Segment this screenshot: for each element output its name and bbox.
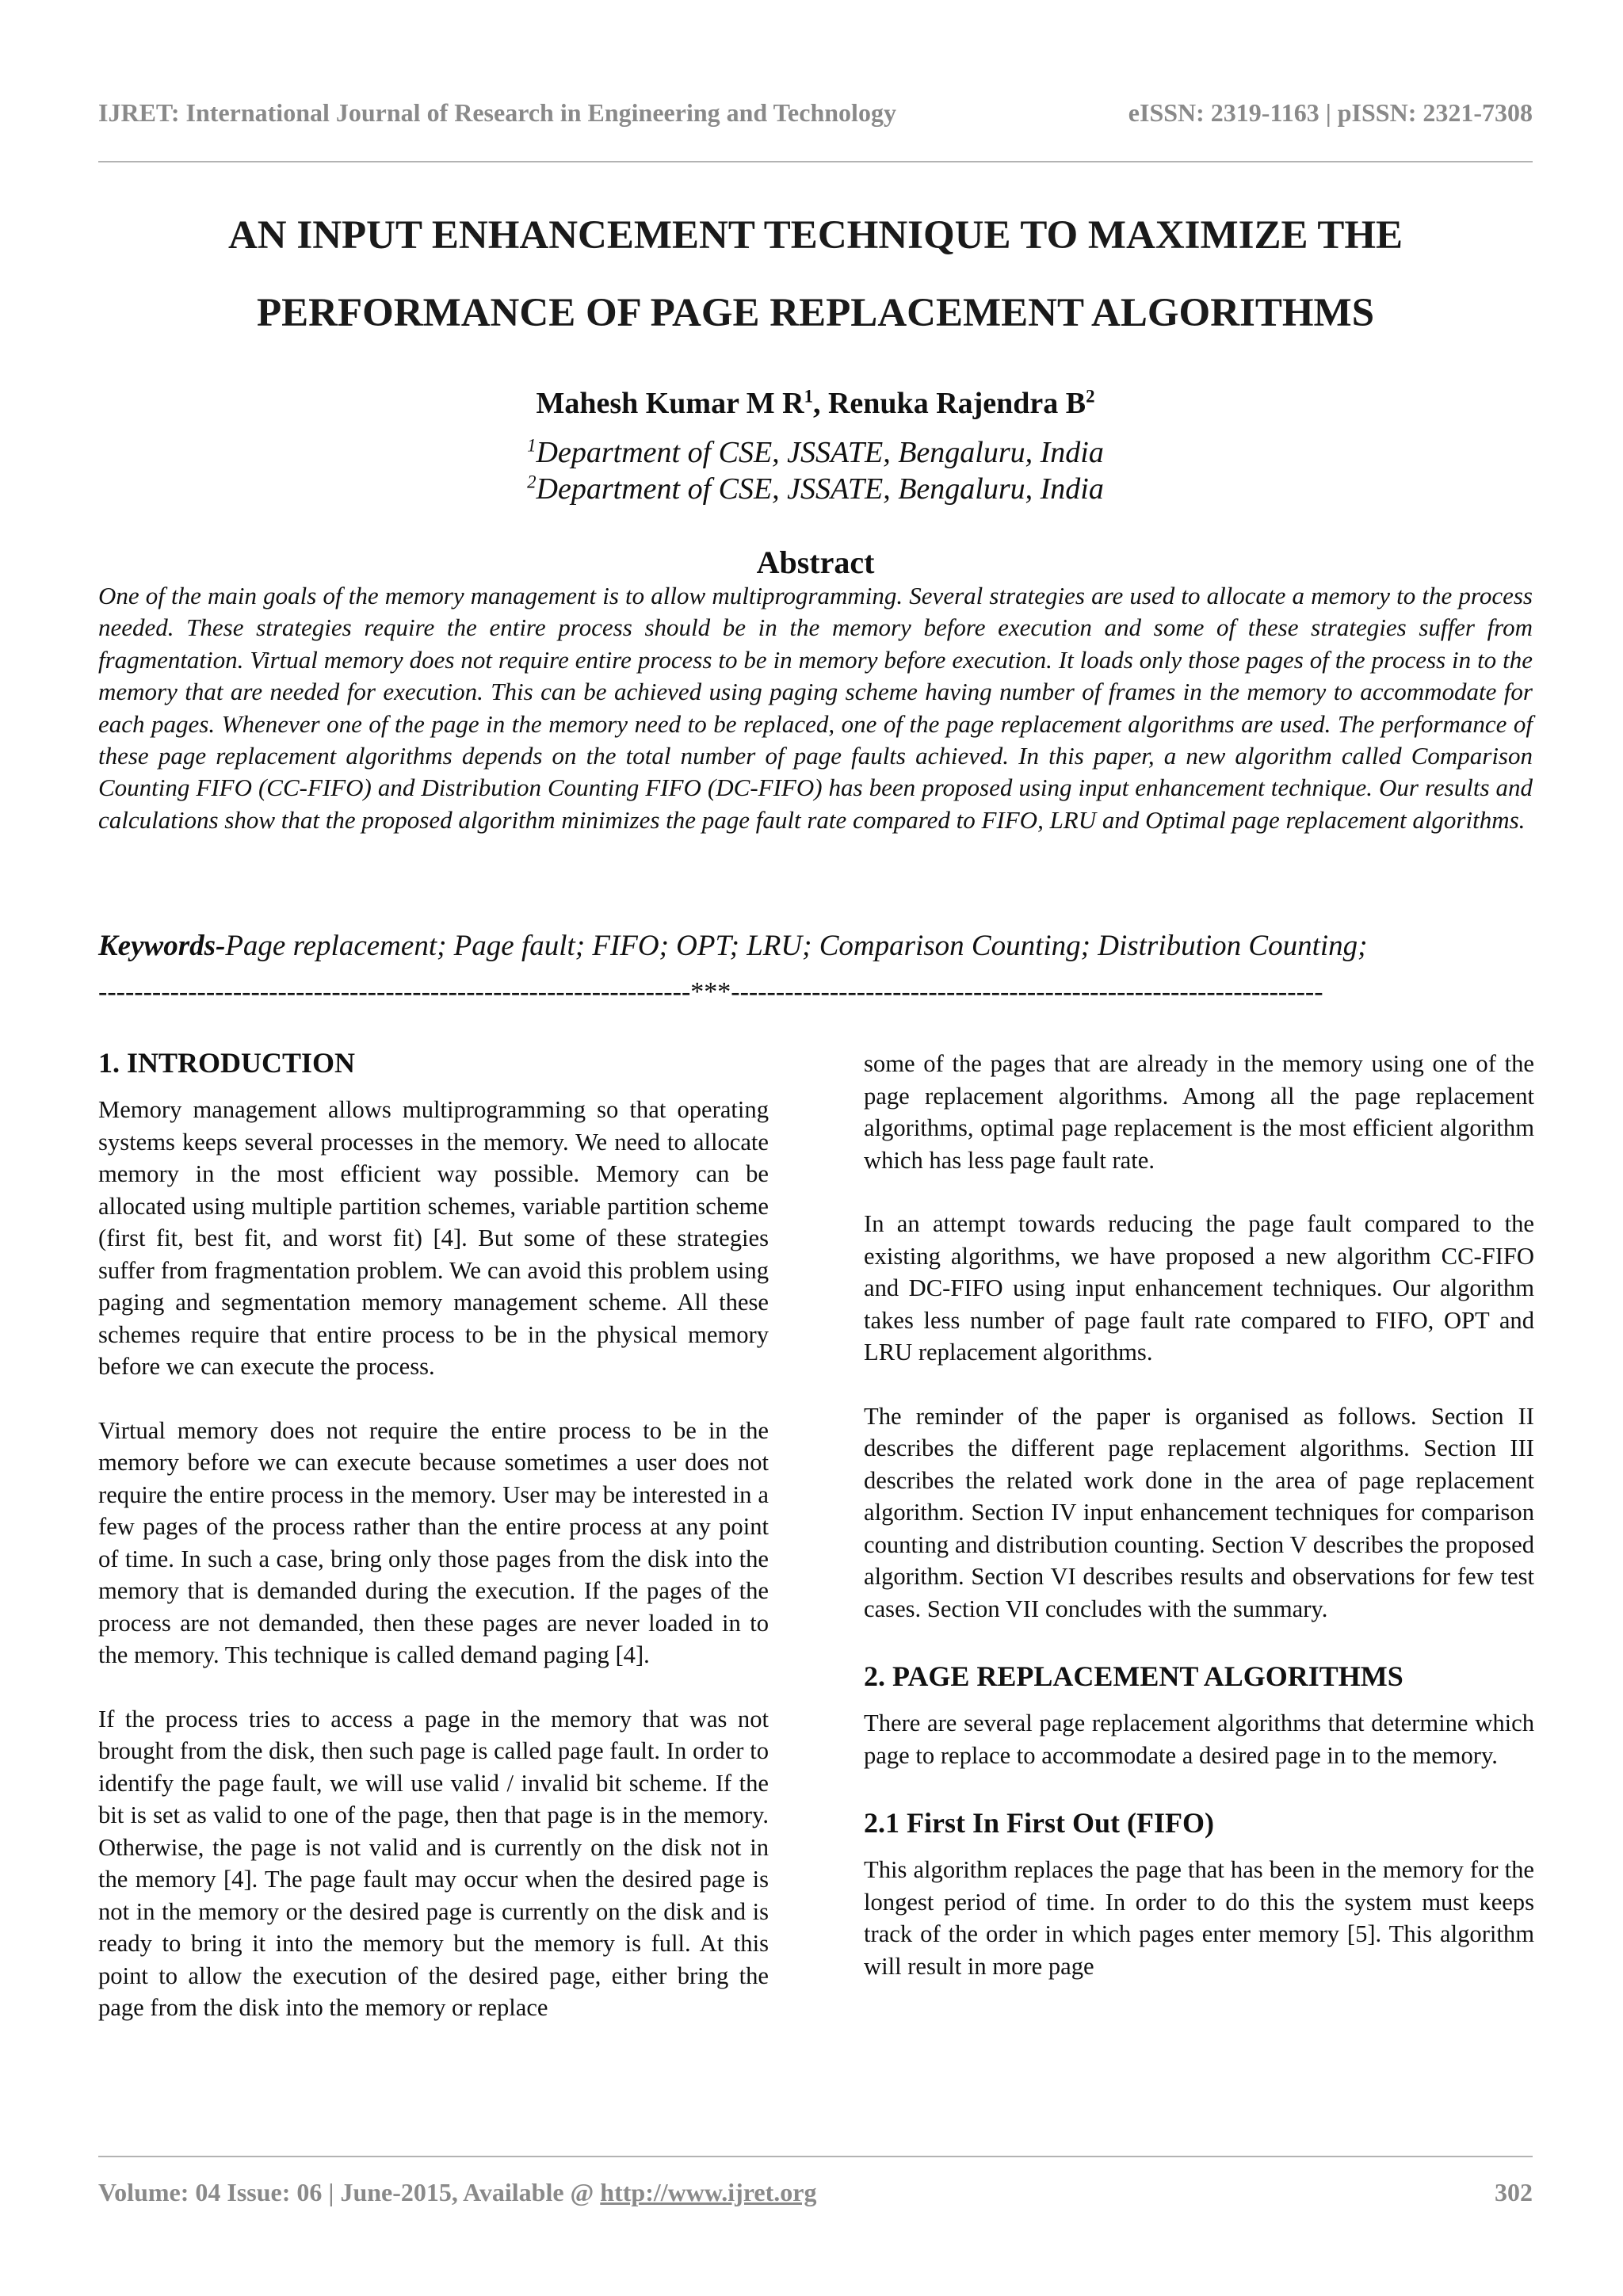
intro-paragraph-5: In an attempt towards reducing the page fault compared to the existing algorithms, we have proposed a new algorithm CC-FIFO and DC-FIFO using input enhancement techniques. Our algorithm takes less number of page fault rate compared to FIFO, OPT and LRU replacement algorithms. xyxy=(864,1210,1534,1366)
author-1: Mahesh Kumar M R xyxy=(536,387,804,420)
section-1-heading: 1. INTRODUCTION xyxy=(98,1047,356,1079)
journal-name: IJRET: International Journal of Research in Engineering and Technology xyxy=(98,98,896,127)
author-2: Renuka Rajendra B xyxy=(827,387,1086,420)
abstract-text: One of the main goals of the memory management is to allow multiprogramming. Several strategies are used to allocate a memory to the process needed. These strategies require the entire process should be in the memory before execution and some of these strategies suffer from fragmentation. Virtual memory does not require entire process to be in memory before execution. It loads only those pages of the process in to the memory that are needed for execution. This can be achieved using paging scheme having number of frames in the memory to accommodate for each pages. Whenever one of the page in the memory need to be replaced, one of the page replacement algorithms are used. The performance of these page replacement algorithms depends on the total number of page faults achieved. In this paper, a new algorithm called Comparison Counting FIFO (CC-FIFO) and Distribution Counting FIFO (DC-FIFO) has been proposed using input enhancement technique. Our results and calculations show that the proposed algorithm minimizes the page fault rate compared to FIFO, LRU and Optimal page replacement algorithms. xyxy=(98,582,1533,834)
affiliation-2 xyxy=(98,471,1533,507)
header-rule xyxy=(98,161,1533,162)
keywords xyxy=(98,927,1533,965)
issn: eISSN: 2319-1163 | pISSN: 2321-7308 xyxy=(1128,98,1533,127)
journal-link[interactable]: http://www.ijret.org xyxy=(600,2178,817,2206)
affiliations xyxy=(98,434,1533,507)
intro-paragraph-1: Memory management allows multiprogramming so that operating systems keeps several processes in the memory. We need to allocate memory in the most efficient way possible. Memory can be allocated using multiple partition schemes, variable partition scheme (first fit, best fit, and worst fit) [4]. But some of these strategies suffer from fragmentation problem. We can avoid this problem using paging and segmentation memory management scheme. All these schemes require that entire process to be in the physical memory before we can execute the process. xyxy=(98,1096,769,1380)
running-footer xyxy=(98,2178,1533,2207)
keywords-text: Page replacement; Page fault; FIFO; OPT; LRU; Comparison Counting; Distribution Counting; xyxy=(225,930,1368,962)
intro-paragraph-3: If the process tries to access a page in the memory that was not brought from the disk, then such page is called page fault. In order to identify the page fault, we will use valid / invalid bit scheme. If the bit is set as valid to one of the page, then that page is in the memory. Otherwise, the page is not valid and is currently on the disk not in the memory [4]. The page fault may occur when the desired page is not in the memory or the desired page is currently on the disk and is ready to bring it into the memory but the memory is full. At this point to allow the execution of the desired page, either bring the page from the disk into the memory or replace xyxy=(98,1705,769,2021)
section-2-paragraph: There are several page replacement algorithms that determine which page to replace to accommodate a desired page in to the memory. xyxy=(864,1710,1534,1769)
author-list xyxy=(98,384,1533,423)
intro-paragraph-6: The reminder of the paper is organised as follows. Section II describes the different page replacement algorithms. Section III describes the related work done in the area of page replacement algorithm. Section IV input enhancement techniques for comparison counting and distribution counting. Section V describes the proposed algorithm. Section VI describes results and observations for few test cases. Section VII concludes with the summary. xyxy=(864,1402,1534,1622)
section-2-1-heading: 2.1 First In First Out (FIFO) xyxy=(864,1807,1214,1839)
affiliation-2-text: Department of CSE, JSSATE, Bengaluru, India xyxy=(536,472,1104,506)
paper-title xyxy=(98,197,1533,352)
keywords-label: Keywords- xyxy=(98,930,226,962)
intro-paragraph-2: Virtual memory does not require the entire process to be in the memory before we can execute because sometimes a user does not require the entire process in the memory. User may be interested in a few pages of the process rather than the entire process at any point of time. In such a case, bring only those pages from the disk into the memory that is demanded during the execution. If the pages of the process are not demanded, then these pages are never loaded in to the memory. This technique is called demand paging [4]. xyxy=(98,1416,769,1668)
page-number: 302 xyxy=(1495,2178,1533,2206)
author-separator: , xyxy=(812,387,828,420)
affiliation-1-mark: 1 xyxy=(527,435,537,456)
title-line-2: PERFORMANCE OF PAGE REPLACEMENT ALGORITHMS xyxy=(256,291,1375,335)
author-2-affil-mark: 2 xyxy=(1086,386,1095,407)
abstract-heading: Abstract xyxy=(756,544,875,580)
left-column xyxy=(98,1045,769,2024)
section-2-1-paragraph: This algorithm replaces the page that has been in the memory for the longest period of time. In order to do this the system must keeps track of the order in which pages enter memory [5]. This algorithm will result in more page xyxy=(864,1856,1534,1980)
footer-volume xyxy=(98,2178,816,2207)
title-line-1: AN INPUT ENHANCEMENT TECHNIQUE TO MAXIMIZE THE xyxy=(227,213,1403,258)
affiliation-1-text: Department of CSE, JSSATE, Bengaluru, India xyxy=(536,436,1104,469)
affiliation-1 xyxy=(98,434,1533,471)
affiliation-2-mark: 2 xyxy=(527,472,537,492)
author-1-affil-mark: 1 xyxy=(804,386,813,407)
intro-paragraph-4: some of the pages that are already in the memory using one of the page replacement algorithms. Among all the page replacement algorithms, optimal page replacement is the most efficient algorithm which has less page fault rate. xyxy=(864,1050,1534,1174)
section-2-heading: 2. PAGE REPLACEMENT ALGORITHMS xyxy=(864,1660,1403,1692)
footer-rule xyxy=(98,2156,1533,2157)
right-column xyxy=(864,1048,1534,1982)
section-separator: ------------------------------------------------------------------***------------------------------------------------------------------ xyxy=(98,977,1323,1007)
running-header xyxy=(98,98,1533,128)
footer-volume-text: Volume: 04 Issue: 06 | June-2015, Available @ xyxy=(98,2178,601,2206)
